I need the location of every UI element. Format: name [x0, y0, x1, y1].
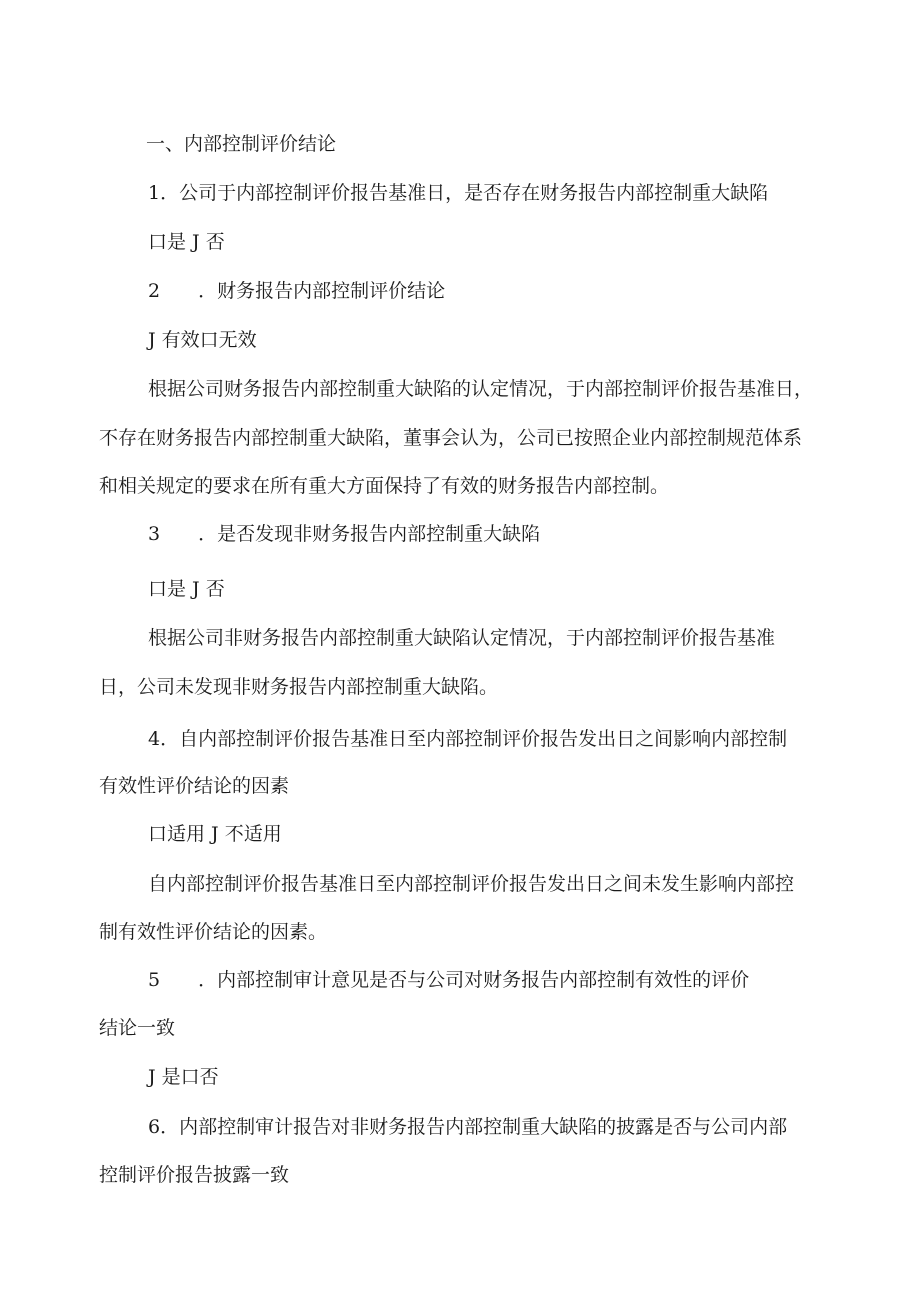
question-5-text: ．内部控制审计意见是否与公司对财务报告内部控制有效性的评价: [198, 969, 750, 991]
question-5-line-1: [148, 968, 749, 992]
question-5-line-2: 结论一致: [99, 1017, 176, 1039]
question-3-text: ．是否发现非财务报告内部控制重大缺陷: [198, 523, 541, 545]
question-2-number: 2: [148, 280, 161, 302]
question-1: 1．公司于内部控制评价报告基准日，是否存在财务报告内部控制重大缺陷: [148, 182, 769, 204]
answer-3: 口是 J 否: [148, 578, 225, 600]
question-4-line-2: 有效性评价结论的因素: [99, 775, 290, 797]
question-6-line-2: 控制评价报告披露一致: [99, 1164, 290, 1186]
section-heading: 一、内部控制评价结论: [146, 133, 337, 155]
question-3: [148, 522, 540, 546]
question-5-number: 5: [148, 969, 161, 991]
paragraph-2-line-2: 不存在财务报告内部控制重大缺陷，董事会认为，公司已按照企业内部控制规范体系: [99, 427, 803, 449]
question-2-text: ．财务报告内部控制评价结论: [198, 280, 446, 302]
paragraph-2-line-3: 和相关规定的要求在所有重大方面保持了有效的财务报告内部控制。: [99, 475, 670, 497]
answer-5: J 是口否: [148, 1066, 219, 1088]
question-4-line-1: 4．自内部控制评价报告基准日至内部控制评价报告发出日之间影响内部控制: [148, 728, 788, 750]
answer-4: 口适用 J 不适用: [148, 823, 282, 845]
answer-1: 口是 J 否: [148, 231, 225, 253]
answer-2: J 有效口无效: [148, 329, 257, 351]
question-2: [148, 279, 445, 303]
question-6-line-1: 6．内部控制审计报告对非财务报告内部控制重大缺陷的披露是否与公司内部: [148, 1116, 788, 1138]
paragraph-3-line-1: 根据公司非财务报告内部控制重大缺陷认定情况，于内部控制评价报告基准: [148, 627, 776, 649]
paragraph-2-line-1: 根据公司财务报告内部控制重大缺陷的认定情况，于内部控制评价报告基准日，: [148, 378, 814, 400]
question-3-number: 3: [148, 523, 161, 545]
paragraph-4-line-1: 自内部控制评价报告基准日至内部控制评价报告发出日之间未发生影响内部控: [148, 873, 795, 895]
paragraph-4-line-2: 制有效性评价结论的因素。: [99, 921, 328, 943]
paragraph-3-line-2: 日，公司未发现非财务报告内部控制重大缺陷。: [99, 676, 499, 698]
